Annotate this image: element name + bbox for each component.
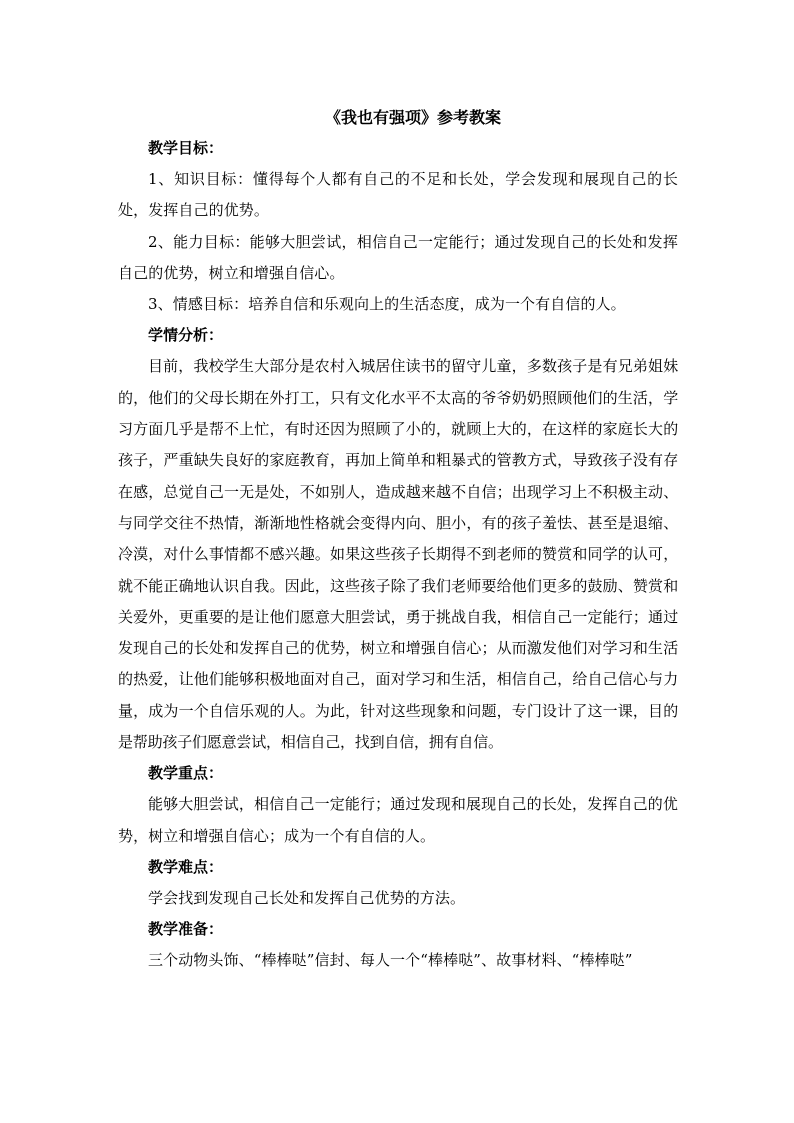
analysis-heading: 学情分析：	[148, 326, 224, 345]
difficulty-paragraph: 学会找到发现自己长处和发挥自己优势的方法。	[148, 888, 466, 907]
objectives-heading: 教学目标：	[148, 139, 224, 157]
preparation-heading: 教学准备：	[148, 920, 224, 939]
document-content	[118, 103, 678, 977]
objective-knowledge: 1、知识目标：懂得每个人都有自己的不足和长处，学会发现和展现自己的长处，发挥自己的优势。	[118, 170, 678, 220]
preparation-paragraph: 三个动物头饰、“棒棒哒”信封、每人一个“棒棒哒”、故事材料、“棒棒哒”	[148, 951, 633, 970]
analysis-paragraph: 目前，我校学生大部分是农村入城居住读书的留守儿童，多数孩子是有兄弟姐妹的，他们的父母长期在外打工，只有文化水平不太高的爷爷奶奶照顾他们的生活，学习方面几乎是帮不上忙，有时还因为照顾了小的，就顾上大的，在这样的家庭长大的孩子，严重缺失良好的家庭教育，再加上简单和粗暴式的管教方式，导致孩子没有存在感，总觉自己一无是处，不如别人，造成越来越不自信；出现学习上不积极主动、与同学交往不热情，渐渐地性格就会变得内向、胆小，有的孩子羞怯、甚至是退缩、冷漠，对什么事情都不感兴趣。如果这些孩子长期得不到老师的赞赏和同学的认可，就不能正确地认识自我。因此，这些孩子除了我们老师要给他们更多的鼓励、赞赏和关爱外，更重要的是让他们愿意大胆尝试，勇于挑战自我，相信自己一定能行；通过发现自己的长处和发挥自己的优势，树立和增强自信心；从而激发他们对学习和生活的热爱，让他们能够积极地面对自己，面对学习和生活，相信自己，给自己信心与力量，成为一个自信乐观的人。为此，针对这些现象和问题，专门设计了这一课，目的是帮助孩子们愿意尝试，相信自己，找到自信，拥有自信。	[118, 357, 678, 752]
key-points-heading: 教学重点：	[148, 764, 224, 783]
objective-ability: 2、能力目标：能够大胆尝试，相信自己一定能行；通过发现自己的长处和发挥自己的优势，树立和增强自信心。	[118, 232, 678, 282]
document-title: 《我也有强项》参考教案	[324, 108, 501, 127]
objective-emotion: 3、情感目标：培养自信和乐观向上的生活态度，成为一个有自信的人。	[148, 295, 626, 314]
difficulty-heading: 教学难点：	[148, 857, 224, 876]
key-points-paragraph: 能够大胆尝试，相信自己一定能行；通过发现和展现自己的长处，发挥自己的优势，树立和增强自信心；成为一个有自信的人。	[118, 795, 678, 845]
